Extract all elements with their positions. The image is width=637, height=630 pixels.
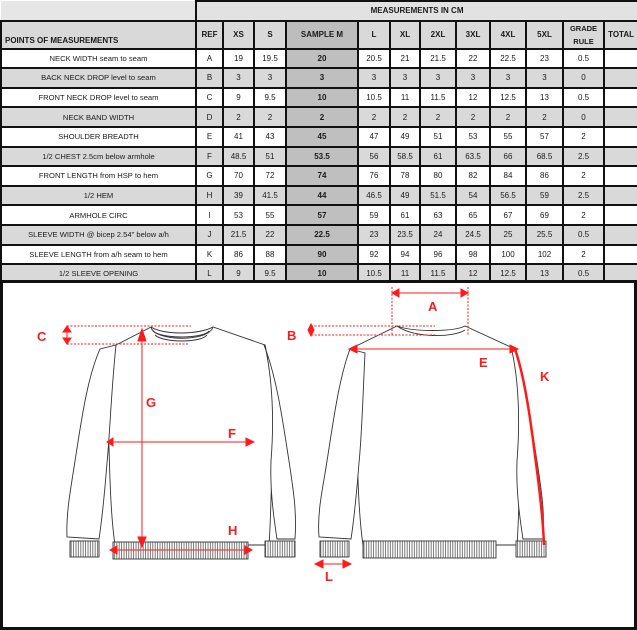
cell-grade-rule: 0.5 xyxy=(563,88,604,108)
table-row xyxy=(1,245,637,265)
cell-s: 3 xyxy=(254,68,286,88)
technical-drawing-panel xyxy=(0,280,637,630)
table-row xyxy=(1,127,637,147)
col-header-xl: XL xyxy=(390,21,420,49)
cell-xxxl: 3 xyxy=(456,68,490,88)
cell-ref: K xyxy=(196,245,223,265)
cell-xxl: 63 xyxy=(420,205,456,225)
col-header-ref: REF xyxy=(196,21,223,49)
cell-x4l: 2 xyxy=(490,107,526,127)
cell-ref: A xyxy=(196,49,223,69)
cell-pom: NECK BAND WIDTH xyxy=(1,107,196,127)
cell-s: 19.5 xyxy=(254,49,286,69)
cell-xxl: 96 xyxy=(420,245,456,265)
cell-s: 72 xyxy=(254,166,286,186)
cell-x5l: 68.5 xyxy=(526,147,563,167)
cell-ref: H xyxy=(196,186,223,206)
cell-pom: ARMHOLE CIRC xyxy=(1,205,196,225)
cell-total xyxy=(604,107,637,127)
front-sweatshirt-drawing xyxy=(67,327,296,559)
cell-xs: 86 xyxy=(223,245,254,265)
cell-sample-m: 74 xyxy=(286,166,358,186)
cell-l: 46.5 xyxy=(358,186,390,206)
cell-total xyxy=(604,49,637,69)
cell-xxxl: 53 xyxy=(456,127,490,147)
cell-sample-m: 45 xyxy=(286,127,358,147)
table-row xyxy=(1,205,637,225)
cell-xl: 2 xyxy=(390,107,420,127)
cell-total xyxy=(604,147,637,167)
cell-xxl: 21.5 xyxy=(420,49,456,69)
cell-x5l: 86 xyxy=(526,166,563,186)
cell-ref: G xyxy=(196,166,223,186)
cell-total xyxy=(604,205,637,225)
cell-pom: NECK WIDTH seam to seam xyxy=(1,49,196,69)
cell-xxxl: 98 xyxy=(456,245,490,265)
cell-l: 23 xyxy=(358,225,390,245)
cell-s: 51 xyxy=(254,147,286,167)
cell-xxl: 3 xyxy=(420,68,456,88)
cell-l: 2 xyxy=(358,107,390,127)
cell-x4l: 56.5 xyxy=(490,186,526,206)
measurements-group-header: MEASUREMENTS IN CM xyxy=(196,1,637,21)
cell-x4l: 12.5 xyxy=(490,264,526,284)
col-header-sample-m: SAMPLE M xyxy=(286,21,358,49)
cell-xl: 78 xyxy=(390,166,420,186)
cell-xxl: 51 xyxy=(420,127,456,147)
cell-x5l: 102 xyxy=(526,245,563,265)
cell-xxxl: 63.5 xyxy=(456,147,490,167)
col-header-xs: XS xyxy=(223,21,254,49)
cell-grade-rule: 2 xyxy=(563,245,604,265)
col-header-pom: POINTS OF MEASUREMENTS xyxy=(1,21,196,49)
cell-xl: 58.5 xyxy=(390,147,420,167)
cell-sample-m: 10 xyxy=(286,264,358,284)
cell-grade-rule: 0 xyxy=(563,68,604,88)
col-header-5xl: 5XL xyxy=(526,21,563,49)
cell-l: 3 xyxy=(358,68,390,88)
dim-label-e: E xyxy=(479,355,488,370)
cell-l: 59 xyxy=(358,205,390,225)
cell-x5l: 23 xyxy=(526,49,563,69)
cell-grade-rule: 2 xyxy=(563,205,604,225)
cell-x4l: 22.5 xyxy=(490,49,526,69)
cell-l: 76 xyxy=(358,166,390,186)
cell-sample-m: 3 xyxy=(286,68,358,88)
cell-grade-rule: 2.5 xyxy=(563,186,604,206)
col-header-2xl: 2XL xyxy=(420,21,456,49)
col-header-s: S xyxy=(254,21,286,49)
dim-label-c: C xyxy=(37,329,47,344)
cell-total xyxy=(604,88,637,108)
cell-xs: 9 xyxy=(223,264,254,284)
table-row xyxy=(1,166,637,186)
cell-s: 88 xyxy=(254,245,286,265)
cell-x5l: 59 xyxy=(526,186,563,206)
dim-label-a: A xyxy=(428,299,438,314)
cell-x5l: 13 xyxy=(526,264,563,284)
table-row xyxy=(1,68,637,88)
cell-ref: E xyxy=(196,127,223,147)
cell-x4l: 55 xyxy=(490,127,526,147)
cell-x4l: 67 xyxy=(490,205,526,225)
column-header-row xyxy=(1,21,637,49)
cell-total xyxy=(604,245,637,265)
cell-xxxl: 24.5 xyxy=(456,225,490,245)
table-row xyxy=(1,147,637,167)
dim-label-b: B xyxy=(287,328,297,343)
cell-l: 56 xyxy=(358,147,390,167)
cell-s: 9.5 xyxy=(254,264,286,284)
cell-grade-rule: 2.5 xyxy=(563,147,604,167)
cell-xl: 49 xyxy=(390,127,420,147)
cell-x5l: 69 xyxy=(526,205,563,225)
cell-xs: 9 xyxy=(223,88,254,108)
cell-l: 92 xyxy=(358,245,390,265)
table-row xyxy=(1,225,637,245)
cell-xxxl: 82 xyxy=(456,166,490,186)
cell-grade-rule: 0.5 xyxy=(563,49,604,69)
cell-l: 10.5 xyxy=(358,264,390,284)
col-header-total: TOTAL xyxy=(604,21,637,49)
cell-total xyxy=(604,186,637,206)
cell-pom: 1/2 SLEEVE OPENING xyxy=(1,264,196,284)
table-row xyxy=(1,49,637,69)
cell-s: 2 xyxy=(254,107,286,127)
cell-s: 55 xyxy=(254,205,286,225)
cell-s: 41.5 xyxy=(254,186,286,206)
cell-x5l: 25.5 xyxy=(526,225,563,245)
table-row xyxy=(1,107,637,127)
col-header-l: L xyxy=(358,21,390,49)
cell-pom: SLEEVE LENGTH from a/h seam to hem xyxy=(1,245,196,265)
cell-ref: F xyxy=(196,147,223,167)
cell-sample-m: 10 xyxy=(286,88,358,108)
cell-xxl: 2 xyxy=(420,107,456,127)
cell-sample-m: 44 xyxy=(286,186,358,206)
cell-sample-m: 57 xyxy=(286,205,358,225)
dim-label-k: K xyxy=(540,369,550,384)
cell-xl: 3 xyxy=(390,68,420,88)
cell-ref: D xyxy=(196,107,223,127)
cell-x4l: 66 xyxy=(490,147,526,167)
group-header-row xyxy=(1,1,637,21)
cell-sample-m: 2 xyxy=(286,107,358,127)
cell-grade-rule: 0.5 xyxy=(563,264,604,284)
cell-xs: 48.5 xyxy=(223,147,254,167)
cell-xxl: 11.5 xyxy=(420,264,456,284)
cell-sample-m: 22.5 xyxy=(286,225,358,245)
cell-xxl: 11.5 xyxy=(420,88,456,108)
cell-xl: 23.5 xyxy=(390,225,420,245)
cell-s: 22 xyxy=(254,225,286,245)
cell-s: 9.5 xyxy=(254,88,286,108)
cell-xl: 61 xyxy=(390,205,420,225)
cell-grade-rule: 2 xyxy=(563,166,604,186)
measurement-spec-table xyxy=(0,0,637,285)
cell-pom: 1/2 HEM xyxy=(1,186,196,206)
cell-l: 47 xyxy=(358,127,390,147)
cell-xl: 11 xyxy=(390,88,420,108)
cell-ref: L xyxy=(196,264,223,284)
dim-label-f: F xyxy=(228,426,236,441)
cell-xxl: 61 xyxy=(420,147,456,167)
dim-label-g: G xyxy=(146,395,157,410)
cell-pom: FRONT LENGTH from HSP to hem xyxy=(1,166,196,186)
dim-label-l: L xyxy=(325,569,333,584)
cell-sample-m: 90 xyxy=(286,245,358,265)
col-header-4xl: 4XL xyxy=(490,21,526,49)
cell-ref: B xyxy=(196,68,223,88)
cell-xxxl: 2 xyxy=(456,107,490,127)
back-sweatshirt-drawing xyxy=(319,326,546,558)
cell-xs: 41 xyxy=(223,127,254,147)
cell-pom: FRONT NECK DROP level to seam xyxy=(1,88,196,108)
cell-total xyxy=(604,127,637,147)
cell-xxxl: 12 xyxy=(456,264,490,284)
cell-x4l: 12.5 xyxy=(490,88,526,108)
col-header-3xl: 3XL xyxy=(456,21,490,49)
cell-grade-rule: 0.5 xyxy=(563,225,604,245)
cell-l: 20.5 xyxy=(358,49,390,69)
cell-sample-m: 20 xyxy=(286,49,358,69)
cell-grade-rule: 0 xyxy=(563,107,604,127)
cell-l: 10.5 xyxy=(358,88,390,108)
cell-s: 43 xyxy=(254,127,286,147)
cell-xs: 53 xyxy=(223,205,254,225)
cell-total xyxy=(604,68,637,88)
cell-pom: 1/2 CHEST 2.5cm below armhole xyxy=(1,147,196,167)
cell-xs: 19 xyxy=(223,49,254,69)
cell-pom: BACK NECK DROP level to seam xyxy=(1,68,196,88)
cell-xl: 11 xyxy=(390,264,420,284)
cell-ref: C xyxy=(196,88,223,108)
cell-xxxl: 65 xyxy=(456,205,490,225)
cell-x4l: 84 xyxy=(490,166,526,186)
blank-header-cell xyxy=(1,1,196,21)
cell-xs: 3 xyxy=(223,68,254,88)
cell-xs: 21.5 xyxy=(223,225,254,245)
cell-xxxl: 54 xyxy=(456,186,490,206)
cell-x5l: 57 xyxy=(526,127,563,147)
dim-label-h: H xyxy=(228,523,238,538)
cell-x5l: 2 xyxy=(526,107,563,127)
cell-sample-m: 53.5 xyxy=(286,147,358,167)
cell-xxl: 24 xyxy=(420,225,456,245)
cell-xs: 39 xyxy=(223,186,254,206)
cell-xxxl: 22 xyxy=(456,49,490,69)
table-row xyxy=(1,186,637,206)
cell-xs: 70 xyxy=(223,166,254,186)
cell-pom: SHOULDER BREADTH xyxy=(1,127,196,147)
cell-xl: 94 xyxy=(390,245,420,265)
cell-x4l: 100 xyxy=(490,245,526,265)
cell-x5l: 3 xyxy=(526,68,563,88)
cell-total xyxy=(604,166,637,186)
cell-x4l: 25 xyxy=(490,225,526,245)
cell-x5l: 13 xyxy=(526,88,563,108)
cell-xl: 49 xyxy=(390,186,420,206)
col-header-grade-rule: GRADE RULE xyxy=(563,21,604,49)
cell-xxl: 51.5 xyxy=(420,186,456,206)
cell-xl: 21 xyxy=(390,49,420,69)
cell-total xyxy=(604,225,637,245)
cell-ref: J xyxy=(196,225,223,245)
cell-xxl: 80 xyxy=(420,166,456,186)
cell-xxxl: 12 xyxy=(456,88,490,108)
cell-ref: I xyxy=(196,205,223,225)
cell-pom: SLEEVE WIDTH @ bicep 2.54" below a/h xyxy=(1,225,196,245)
cell-xs: 2 xyxy=(223,107,254,127)
cell-x4l: 3 xyxy=(490,68,526,88)
table-row xyxy=(1,88,637,108)
cell-grade-rule: 2 xyxy=(563,127,604,147)
